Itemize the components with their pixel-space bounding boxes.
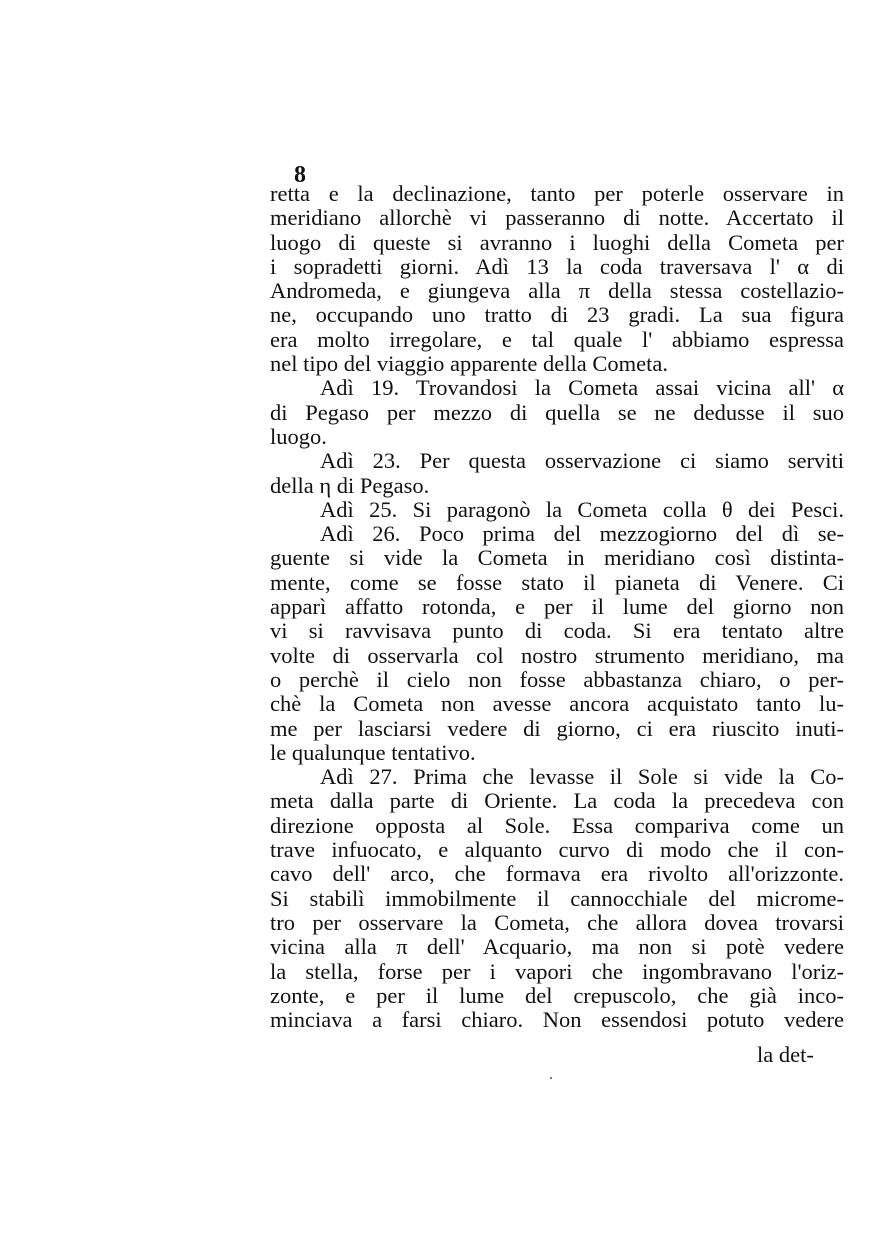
text-line: Si stabilì immobilmente il cannocchiale del microme-	[270, 886, 844, 911]
text-line: le qualunque tentativo.	[270, 740, 476, 765]
text-line: minciava a farsi chiaro. Non essendosi potuto vedere	[270, 1008, 844, 1033]
text-line: vi si ravvisava punto di coda. Si era tentato altre	[270, 619, 844, 644]
text-line: o perchè il cielo non fosse abbastanza chiaro, o per-	[270, 667, 844, 692]
text-line: mente, come se fosse stato il pianeta di Venere. Ci	[270, 570, 844, 595]
text-line: direzione opposta al Sole. Essa compariva come un	[270, 813, 844, 838]
paragraph-first-line: Adì 25. Si paragonò la Cometa colla θ dei Pesci.	[320, 497, 844, 522]
paragraph-first-line: Adì 19. Trovandosi la Cometa assai vicina all' α	[320, 376, 844, 401]
text-line: trave infuocato, e alquanto curvo di modo che il con-	[270, 838, 844, 863]
text-line: nel tipo del viaggio apparente della Cometa.	[270, 352, 668, 377]
text-line: retta e la declinazione, tanto per poterle osservare in	[270, 182, 844, 206]
text-line: tro per osservare la Cometa, che allora dovea trovarsi	[270, 910, 844, 935]
text-line: della η di Pegaso.	[270, 473, 430, 498]
text-line: luogo.	[270, 424, 327, 449]
text-line: cavo dell' arco, che formava era rivolto all'orizzonte.	[270, 862, 844, 887]
text-line: Andromeda, e giungeva alla π della stessa costellazio-	[270, 279, 844, 304]
text-line: luogo di queste si avranno i luoghi della Cometa per	[270, 230, 844, 255]
text-line: me per lasciarsi vedere di giorno, ci era riuscito inuti-	[270, 716, 844, 741]
text-line: meridiano allorchè vi passeranno di notte. Accertato il	[270, 206, 844, 231]
text-line: meta dalla parte di Oriente. La coda la precedeva con	[270, 789, 844, 814]
page-number: 8	[294, 162, 306, 188]
text-line: volte di osservarla col nostro strumento meridiano, ma	[270, 643, 844, 668]
text-line: chè la Cometa non avesse ancora acquistato tanto lu-	[270, 692, 844, 717]
text-line: i sopradetti giorni. Adì 13 la coda traversava l' α di	[270, 254, 844, 279]
text-line: zonte, e per il lume del crepuscolo, che già inco-	[270, 983, 844, 1008]
text-line: vicina alla π dell' Acquario, ma non si potè vedere	[270, 935, 844, 960]
text-line: era molto irregolare, e tal quale l' abbiamo espressa	[270, 327, 844, 352]
text-line: di Pegaso per mezzo di quella se ne dedusse il suo	[270, 400, 844, 425]
text-line: apparì affatto rotonda, e per il lume del giorno non	[270, 595, 844, 620]
catchword: la det-	[757, 1042, 814, 1067]
paragraph-first-line: Adì 27. Prima che levasse il Sole si vide la Co-	[320, 765, 844, 790]
text-line: guente si vide la Cometa in meridiano così distinta-	[270, 546, 844, 571]
text-line: ne, occupando uno tratto di 23 gradi. La sua figura	[270, 303, 844, 328]
body-text	[270, 182, 844, 1032]
paragraph-first-line: Adì 23. Per questa osservazione ci siamo serviti	[320, 449, 844, 474]
ink-speck	[550, 1077, 552, 1079]
paragraph-first-line: Adì 26. Poco prima del mezzogiorno del dì se-	[320, 522, 844, 547]
text-line: la stella, forse per i vapori che ingombravano l'oriz-	[270, 959, 844, 984]
